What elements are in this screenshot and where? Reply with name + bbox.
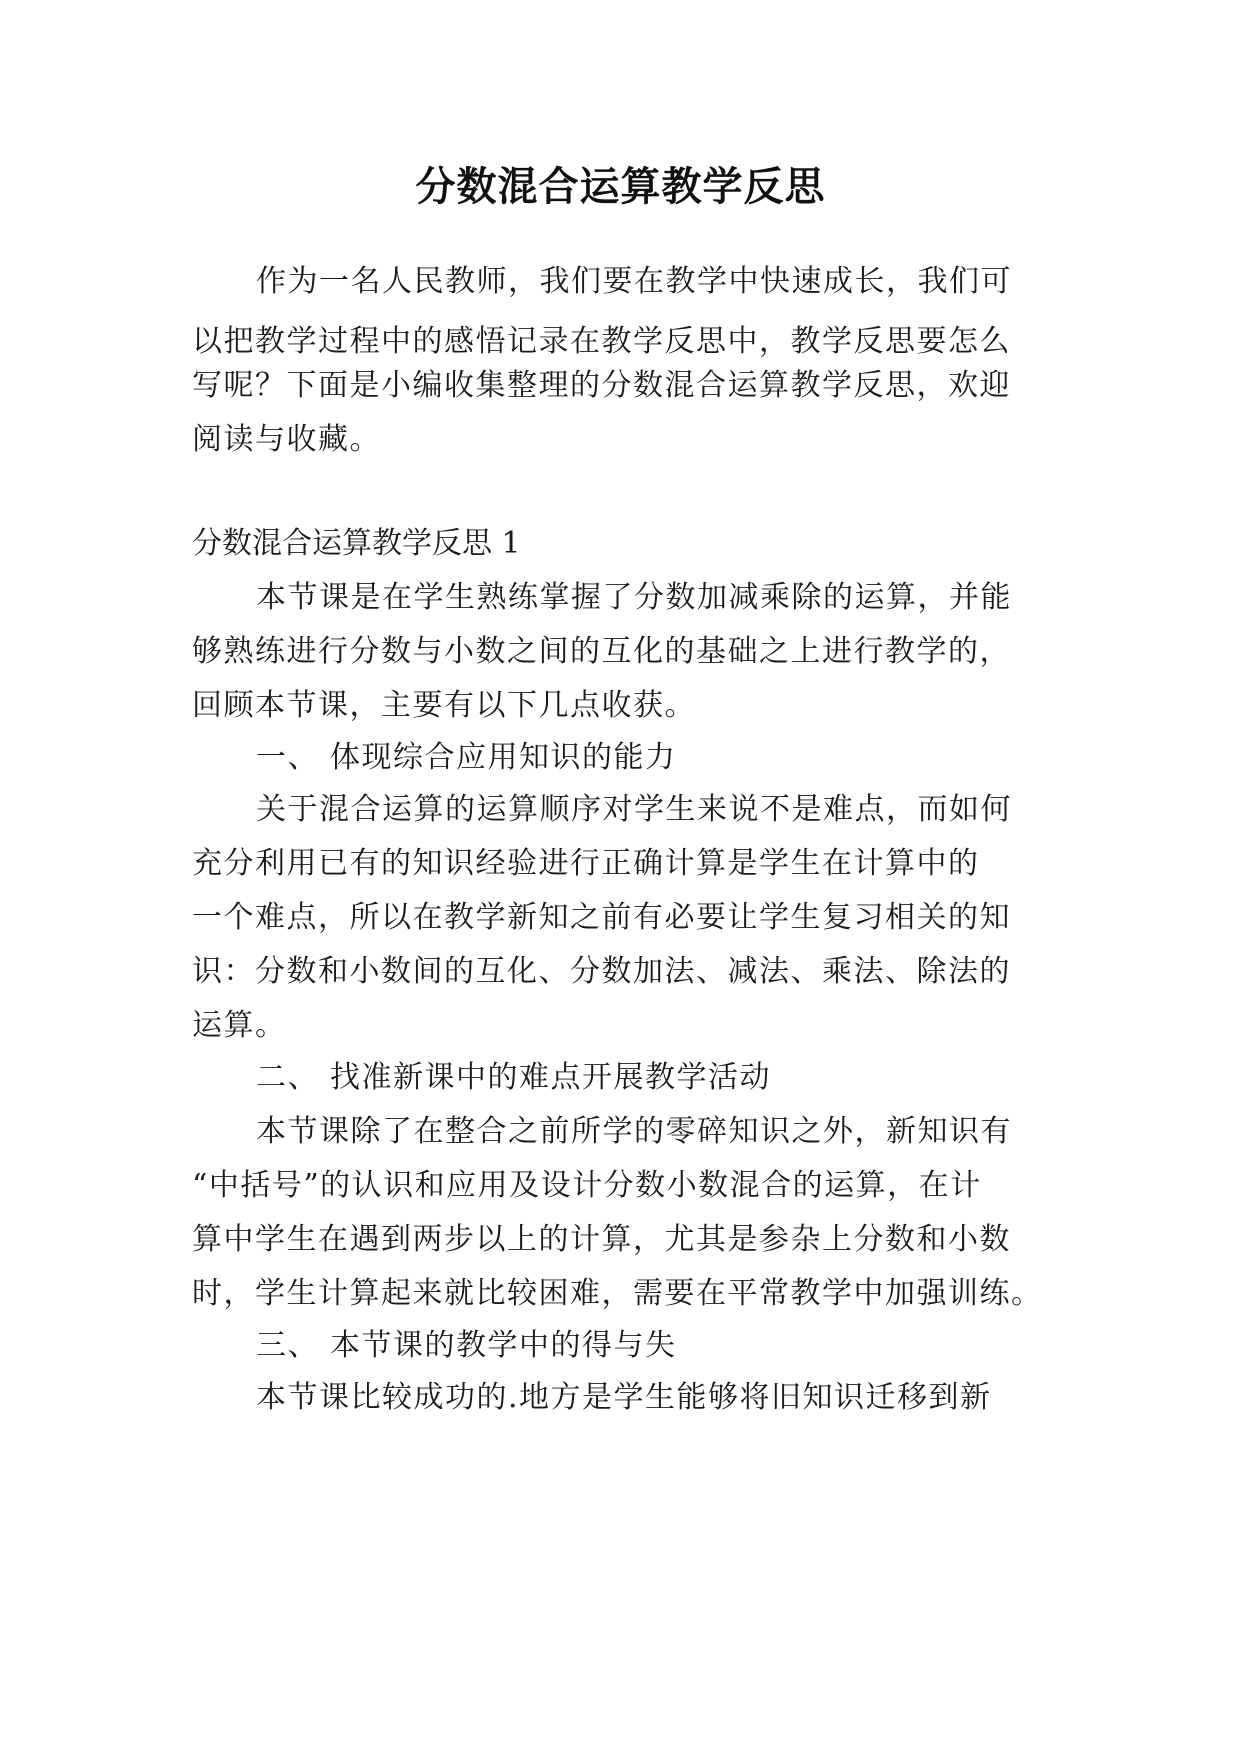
intro-line-4: 阅读与收藏。 <box>192 422 381 457</box>
para1-line-1: 本节课是在学生熟练掌握了分数加减乘除的运算，并能 <box>256 580 1012 615</box>
para2-line-1: 关于混合运算的运算顺序对学生来说不是难点，而如何 <box>256 792 1012 827</box>
intro-line-3: 写呢？下面是小编收集整理的分数混合运算教学反思，欢迎 <box>192 368 1011 403</box>
para2-line-2: 充分利用已有的知识经验进行正确计算是学生在计算中的 <box>192 846 980 881</box>
para2-line-3: 一个难点，所以在教学新知之前有必要让学生复习相关的知 <box>192 900 1011 935</box>
para3-line-4: 时，学生计算起来就比较困难，需要在平常教学中加强训练。 <box>192 1276 1043 1311</box>
para1-line-3: 回顾本节课，主要有以下几点收获。 <box>192 688 696 723</box>
point-heading-3: 三、 本节课的教学中的得与失 <box>256 1328 677 1363</box>
document-title: 分数混合运算教学反思 <box>415 164 826 210</box>
intro-line-1: 作为一名人民教师，我们要在教学中快速成长，我们可 <box>256 264 1012 299</box>
para3-line-2: “中括号”的认识和应用及设计分数小数混合的运算，在计 <box>192 1168 982 1203</box>
para4-line-1: 本节课比较成功的.地方是学生能够将旧知识迁移到新 <box>256 1380 992 1415</box>
point-heading-2: 二、 找准新课中的难点开展教学活动 <box>256 1060 772 1095</box>
para1-line-2: 够熟练进行分数与小数之间的互化的基础之上进行教学的， <box>192 634 1011 669</box>
point-heading-1: 一、 体现综合应用知识的能力 <box>256 740 677 775</box>
para3-line-3: 算中学生在遇到两步以上的计算，尤其是参杂上分数和小数 <box>192 1222 1011 1257</box>
para3-line-1: 本节课除了在整合之前所学的零碎知识之外，新知识有 <box>256 1114 1012 1149</box>
para2-line-5: 运算。 <box>192 1008 287 1043</box>
para2-line-4: 识：分数和小数间的互化、分数加法、减法、乘法、除法的 <box>192 954 1011 989</box>
section-heading-1: 分数混合运算教学反思 1 <box>192 526 521 561</box>
intro-line-2: 以把教学过程中的感悟记录在教学反思中，教学反思要怎么 <box>192 324 1011 359</box>
